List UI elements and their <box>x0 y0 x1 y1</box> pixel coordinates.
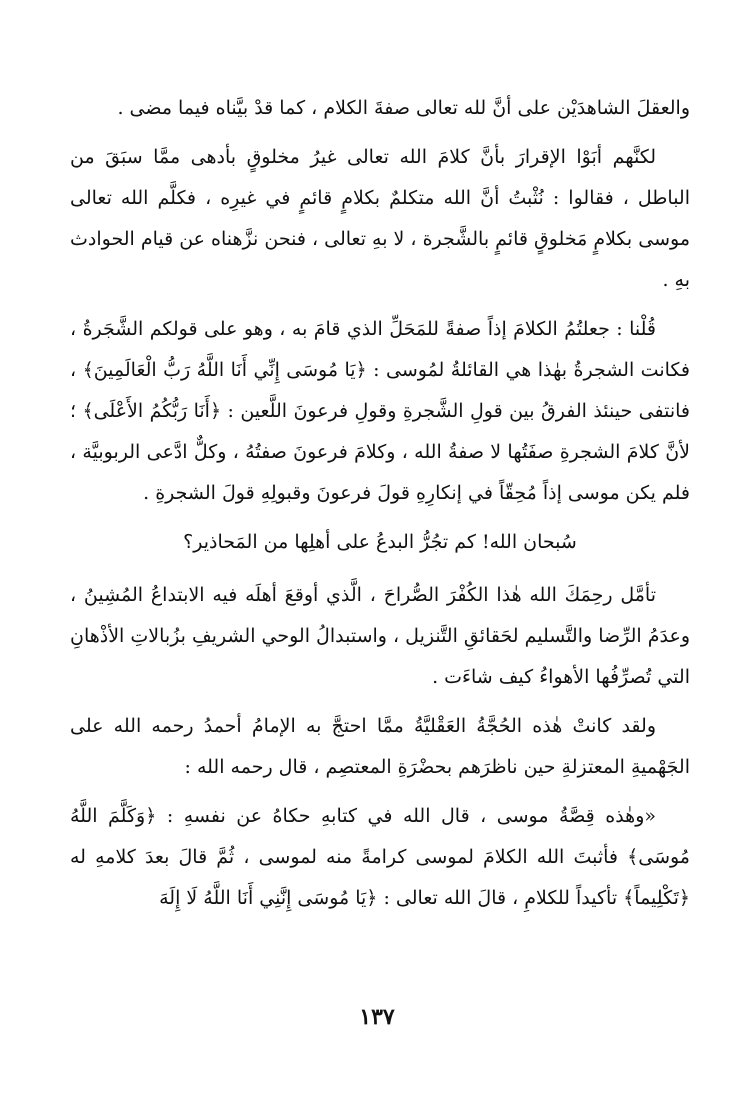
body-text <box>70 88 690 919</box>
page-number: ١٣٧ <box>359 1004 395 1030</box>
paragraph-continuation: والعقلَ الشاهدَيْن على أنَّ لله تعالى صفةَ الكلام ، كما قدْ بيَّناه فيما مضى . <box>117 97 690 119</box>
paragraph-our-reply: قُلْنا : جعلتُمُ الكلامَ إذاً صفةً للمَحَلِّ الذي قامَ به ، وهو على قولكم الشَّجَرةُ ، فكانت الشجرةُ بهٰذا هي القائلةُ لمُوسى : ﴿يَا مُوسَى إِنِّي أَنَا اللَّهُ رَبُّ الْعَالَمِينَ﴾ ، فانتفى حينئذ الفرقُ بين قولِ الشَّجرةِ وقولِ فرعونَ اللَّعين : ﴿أَنَا رَبُّكُمُ الأَعْلَى﴾ ؛ لأنَّ كلامَ الشجرةِ صفَتُها لا صفةُ الله ، وكلامَ فرعونَ صفتُهُ ، وكلٌّ ادَّعى الربوبيَّة ، فلم يكن موسى إذاً مُحِقّاً في إنكارِهِ قولَ فرعونَ وقبولِهِ قولَ الشجرةِ . <box>70 318 690 504</box>
paragraph-quotation: «وهٰذه قِصَّةُ موسى ، قال الله في كتابهِ حكاهُ عن نفسهِ : ﴿وَكَلَّمَ اللَّهُ مُوسَى﴾ فأثبتَ الله الكلامَ لموسى كرامةً منه لموسى ، ثُمَّ قالَ بعدَ كلامهِ له ﴿تَكْلِيماً﴾ تأكيداً للكلامِ ، قالَ الله تعالى : ﴿يَا مُوسَى إِنَّنِي أَنَا اللَّهُ لَا إِلَهَ <box>70 805 690 909</box>
paragraph-exclamation: سُبحان الله! كم تجُرُّ البدعُ على أهلِها من المَحاذير؟ <box>183 531 577 553</box>
paragraph-imam-ahmad: ولقد كانتْ هٰذه الحُجَّةُ العَقْليَّةُ ممَّا احتجَّ به الإمامُ أحمدُ رحمه الله على الجَهْميةِ المعتزلةِ حين ناظرَهم بحضْرَةِ المعتصِم ، قال رحمه الله : <box>70 715 690 778</box>
paragraph-reflection: تأمَّل رحِمَكَ الله هٰذا الكُفْرَ الصُّراحَ ، الَّذي أوقعَ أهلَه فيه الابتداعُ المُشِينُ ، وعدَمُ الرِّضا والتَّسليم لحَقائقِ التَّنزيل ، واستبدالُ الوحي الشريفِ بزُبالاتِ الأذْهانِ التي تُصرِّفُها الأهواءُ كيف شاءَت . <box>70 584 690 688</box>
paragraph-their-refusal: لكنَّهم أبَوْا الإقرارَ بأنَّ كلامَ الله تعالى غيرُ مخلوقٍ بأدهى ممَّا سبَقَ من الباطل ، فقالوا : نُثْبتُ أنَّ الله متكلمٌ بكلامٍ قائمٍ في غيرِه ، فكلَّم الله تعالى موسى بكلامٍ مَخلوقٍ قائمٍ بالشَّجرة ، لا بهِ تعالى ، فنحن نزَّهناه عن قيام الحوادث بهِ . <box>70 146 690 291</box>
